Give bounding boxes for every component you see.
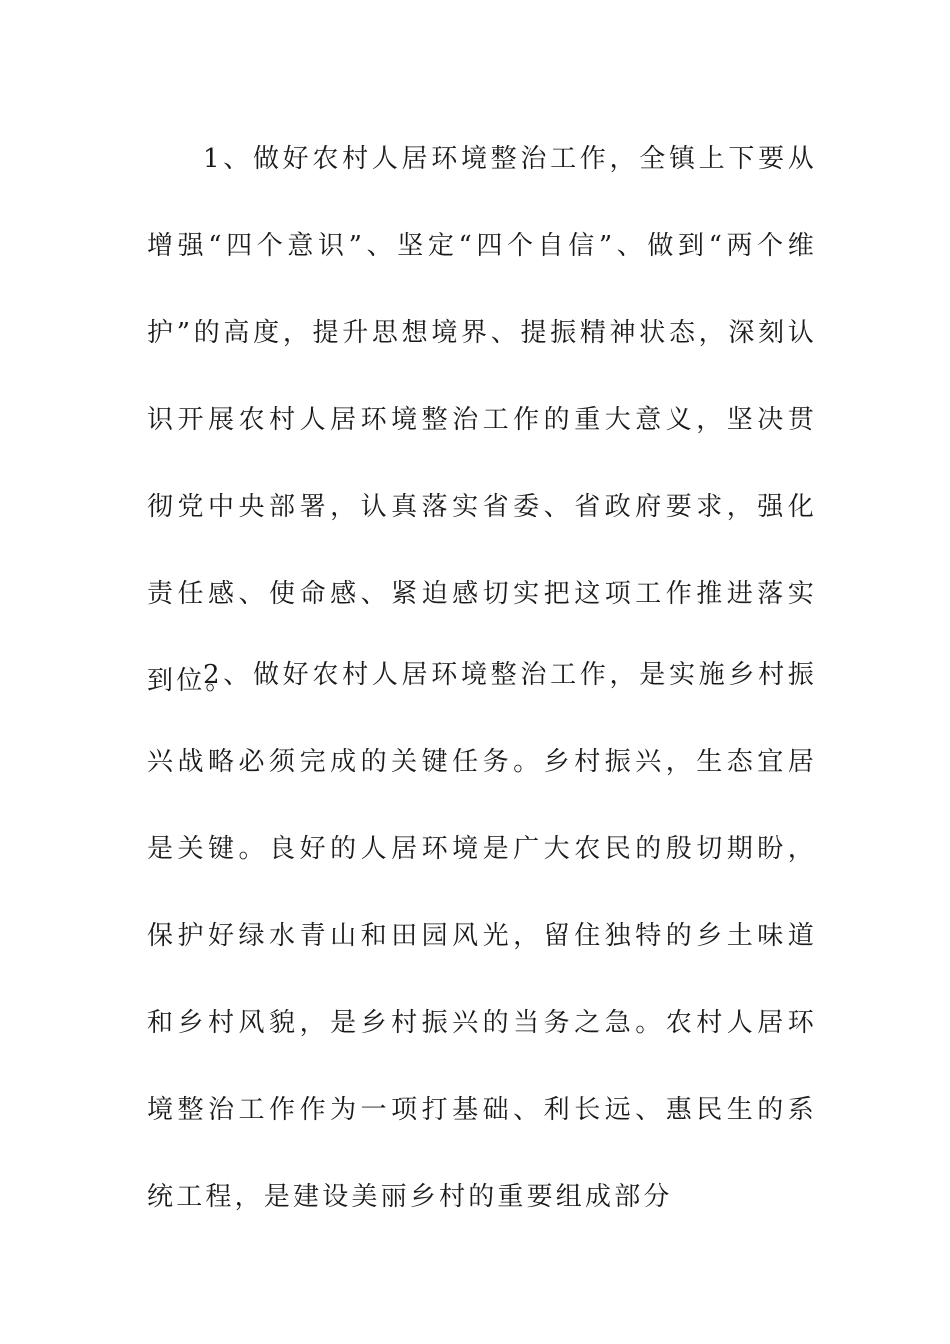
paragraph-2: 2、做好农村人居环境整治工作，是实施乡村振兴战略必须完成的关键任务。乡村振兴，生态宜居是关键。良好的人居环境是广大农民的殷切期盼，保护好绿水青山和田园风光，留住独特的乡土味道和乡村风貌，是乡村振兴的当务之急。农村人居环境整治工作作为一项打基础、利长远、惠民生的系统工程，是建设美丽乡村的重要组成部分 [147,660,817,1212]
paragraph-1: 1、做好农村人居环境整治工作，全镇上下要从增强“四个意识”、坚定“四个自信”、做到“两个维护”的高度，提升思想境界、提振精神状态，深刻认识开展农村人居环境整治工作的重大意义，坚决贯彻党中央部署，认真落实省委、省政府要求，强化责任感、使命感、紧迫感切实把这项工作推进落实到位。 [147,144,817,696]
